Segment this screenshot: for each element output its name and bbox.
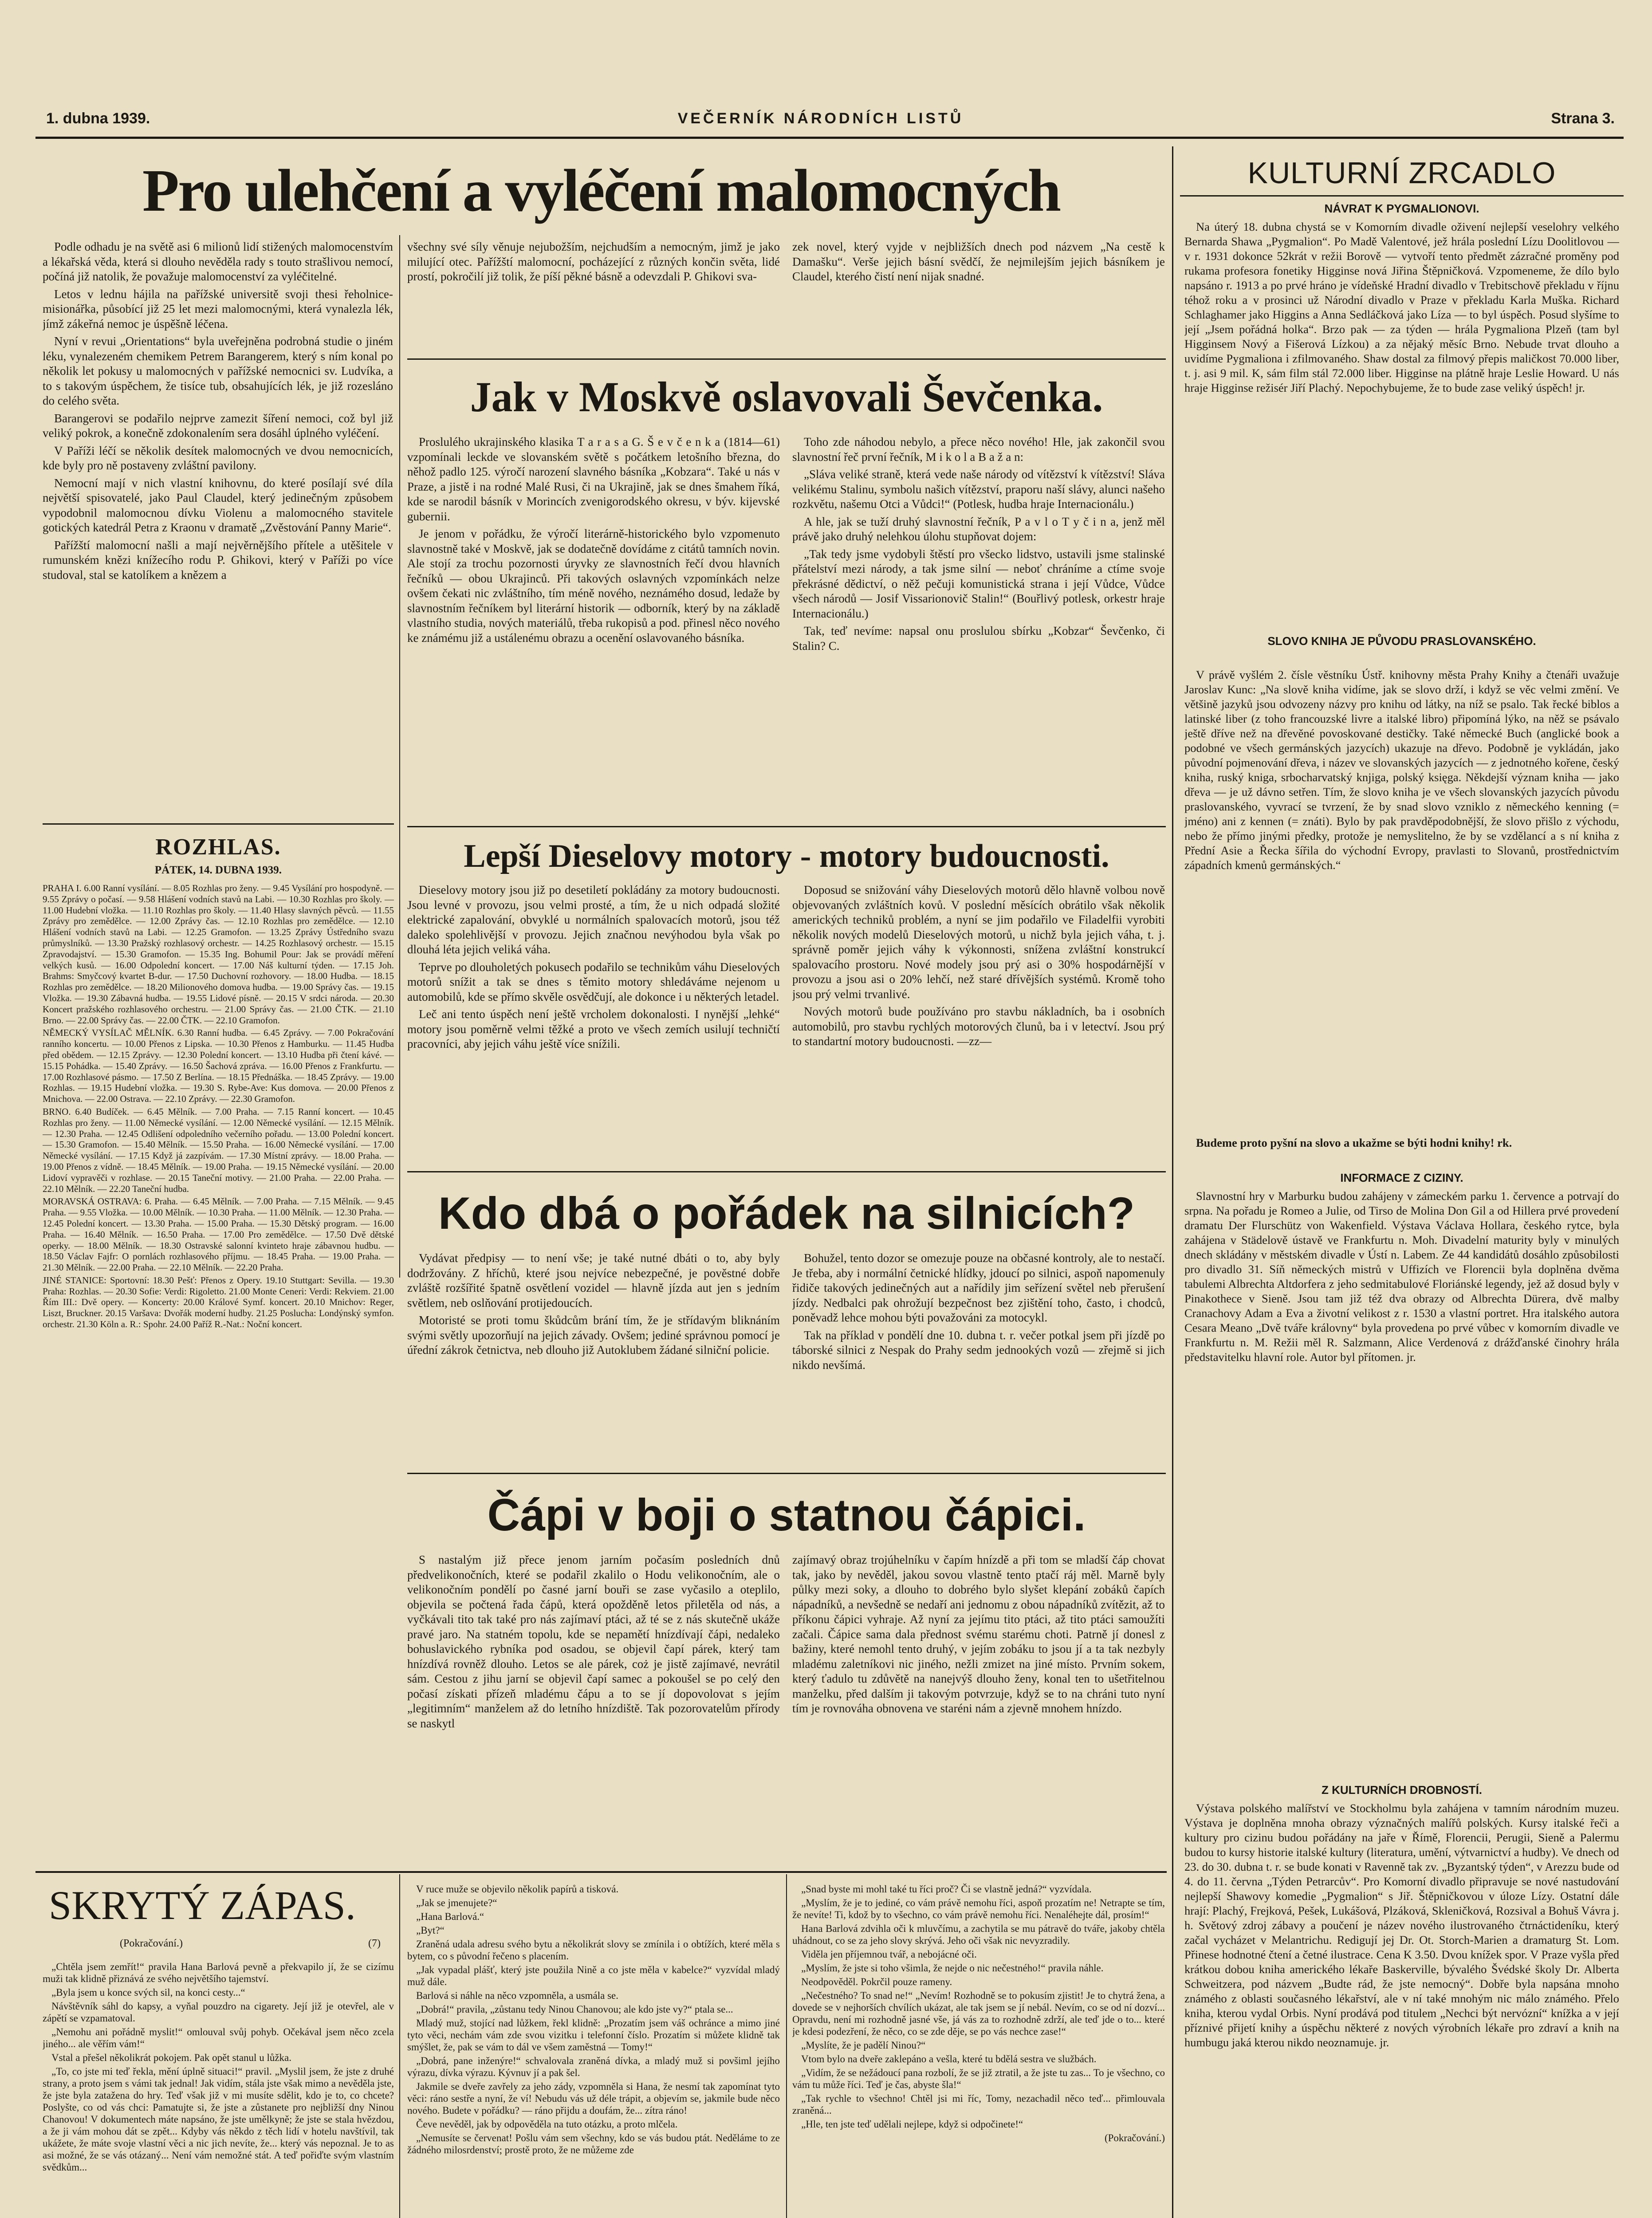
paragraph: Doposud se snižování váhy Dieselových motorů dělo hlavně volbou nově objevovaných zvláštních kovů. V poslední měsících obrátilo však několik amerických techniků problém, a nyní se jim podařilo ve Filadelfii vyrobiti několik nových modelů Dieselových motorů, u nichž byla jejich váha, t. j. správně poměr jejich váhy k výkonnosti, snížena zvláštní konstrukcí spalovacího prostoru. Nové modely jsou prý asi o 30% hospodárnější v provozu a jsou asi o 20% lehčí, než staré dřívějších systémů. Kromě toho jsou prý velmi trvanlivé. xyxy=(792,883,1165,1001)
article-silnice-col1 xyxy=(407,1251,780,1468)
rozhlas-schedule xyxy=(43,883,394,1859)
headline-silnice: Kdo dbá o pořádek na silnicích? xyxy=(438,1188,1135,1239)
kultura-s3-title: INFORMACE Z CIZINY. xyxy=(1340,1171,1463,1184)
paragraph: „Myslím, že jste si toho všimla, že nejde o nic nečestného!“ pravila náhle. xyxy=(801,1962,1104,1974)
divider xyxy=(407,358,1166,360)
paragraph: Neodpověděl. Pokrčil pouze rameny. xyxy=(801,1976,952,1987)
paragraph: Toho zde náhodou nebylo, a přece něco nového! Hle, jak zakončil svou slavnostní řeč první řečník, M i k o l a B a ž a n: xyxy=(792,435,1165,464)
serial-col2 xyxy=(407,1883,780,2218)
paragraph: zajímavý obraz trojúhelníku v čapím hnízdě a při tom se mladší čáp chovat tak, jako by nevěděl, jakou sovou vlastně tento ptačí ráj měl. Marně byly půlky mezi soky, a dlouho to dobrého bylo slyšet klepání zobáků čapích nápadníků, a nevšedně se nedaří ani jednomu z obou nápadníků zvítězit, až to příkonu čápici vyhraje. Až nyní za jejímu tito ptáci, až tito ptáci samoužíti začali. Čápice sama dala přednost svému starému choti. Patrně jí donesl z bažiny, které nemohl tento druhý, v jejím zobáku to jsou jí a ta tak nezbyly mladému zaletníkovi nic jiného, nežli zmizet na jiné místo. Prvním sokem, který ťadulo tu zdůvětě na nanejvýš dlouho ženy, konal ten to ušetřitelnou manželku, před dalším ji takovým potvrzuje, když se to na chráni tuto nyní tím je rovnováha obnovena ve staréni nám a zjevně mnohem hnízdo. xyxy=(792,1553,1165,1715)
page-number: Strana 3. xyxy=(1551,110,1615,127)
serial-col1 xyxy=(43,1961,394,2218)
paragraph: Vtom bylo na dveře zaklepáno a vešla, které tu bdělá sestra ve službách. xyxy=(801,2053,1097,2065)
paragraph: Nyní v revui „Orientations“ byla uveřejněna podrobná studie o jiném léku, vynalezeném chemikem Petrem Barangerem, který s ním konal po několik let pokusy u malomocných v pařížské nemocnici sv. Ludvíka, a to s takovým úspěchem, že tisíce tub, obsahujících lék, je již rozesláno do celého světa. xyxy=(43,334,393,407)
rozhlas-date: PÁTEK, 14. DUBNA 1939. xyxy=(154,864,282,876)
paragraph: Barangerovi se podařilo nejprve zamezit šíření nemoci, což byl již veliký pokrok, a konečně zdokonalením sera dosáhl úplného vyléčení. xyxy=(43,411,393,440)
headline-lepra: Pro ulehčení a vyléčení malomocných xyxy=(142,157,1060,224)
paragraph: „To, co jste mi teď řekla, mění úplně situaci!“ pravil. „Myslil jsem, že jste z druhé strany, a proto jsem s vámi tak jednal! Jak vidím, stála jste však mimo a nevěděla jste, že jste byla zatažena do hry. Teď však již v mi musíte sdělit, kdo je to, co chcete? Poslyšte, co od vás chci: Pamatujte si, že jste a zůstanete pro nejbližší dny Ninou Chanovou! V dokumentech máte napsáno, že jste umělkyně; že jste se stala hvězdou, a že ji vám mohou dát se zpět... Kdyby vás někdo z těch lidí v hotelu navštívil, tak ukážete, že máte svoje vlastní věci a nic jich nevíte, že... který vás nepoznal. Je to as asi možné, že se vás otázaný... Není vám nemožné stát. A teď pořiďte svým vlastním svědkům... xyxy=(43,2066,394,2173)
paragraph: Vydávat předpisy — to není vše; je také nutné dbáti o to, aby byly dodržovány. Z hříchů, které jsou nejvíce nebezpečné, je pověstné dobře zvláště rozšířité špatně osvětlení vozidel — hlavně jízda aut jen s jedním světlem, neb oslňování protijedoucích. xyxy=(407,1251,780,1310)
paragraph: zek novel, který vyjde v nejbližších dnech pod názvem „Na cestě k Damašku“. Verše jejich básní svědčí, že nejmilejším jejich básníkem je Claudel, kterého čistí není nijak snadné. xyxy=(792,240,1165,283)
serial-title: SKRYTÝ ZÁPAS. xyxy=(49,1883,356,1927)
station-block: BRNO. 6.40 Budíček. — 6.45 Mělník. — 7.00 Praha. — 7.15 Ranní koncert. — 10.45 Rozhlas pro ženy. — 11.00 Německé vysílání. — 12.00 Německé vysílání. — 12.15 Mělník. — 12.30 Praha. — 12.45 Odlišení odpoledního večerního pořadu. — 13.00 Polední koncert. — 15.30 Gramofon. — 15.40 Mělník. — 15.50 Praha. — 16.00 Německé vysílání. — 17.00 Německé vysílání. — 17.15 Když já zazpívám. — 17.30 Místní zprávy. — 18.00 Praha. — 19.00 Přenos z vídně. — 18.45 Mělník. — 19.00 Praha. — 19.15 Německé vysílání. — 20.00 Lidoví vypravěči v rozhlase. — 20.15 Taneční motivy. — 21.00 Praha. — 22.00 Praha. — 22.10 Mělník. — 22.20 Taneční hudba. xyxy=(43,1106,394,1194)
paragraph: „Tak tedy jsme vydobyli štěstí pro všecko lidstvo, ustavili jsme stalinské přátelství mezi národy, a tak jsme silní — neboť chráníme a ctíme svoje překrásné dědictví, o něž pečuji komunistická strana i její Vůdce, Vůdce všech národů — Josif Vissarionovič Stalin!“ (Bouřlivý potlesk, orkestr hraje Internacionálu.) xyxy=(792,547,1165,620)
paragraph: „Nečestného? To snad ne!“ „Nevím! Rozhodně se to pokusím zjistit! Je to chytrá žena, a dovede se v nejhorších chvílích ukázat, ale tak jsem se jí nebál. Nevím, co se od ní dozví... Opravdu, není mi rozhodně jasné vše, já vás za to rozhodně zdrží, ale teď jde o to... které je kdesi podezření, že něco, co se zde děje, se po vás nechce zase!“ xyxy=(792,1990,1165,2037)
paragraph: Viděla jen příjemnou tvář, a nebojácné oči. xyxy=(801,1949,977,1960)
divider xyxy=(1180,195,1624,197)
station-block: NĚMECKÝ VYSÍLAČ MĚLNÍK. 6.30 Ranní hudba. — 6.45 Zprávy. — 7.00 Pokračování ranního koncertu. — 10.00 Přenos z Lipska. — 10.30 Přenos z Hamburku. — 11.45 Hudba před obědem. — 12.15 Zprávy. — 12.30 Polední koncert. — 13.10 Hudba při čtení kávé. — 15.15 Pohádka. — 15.40 Zprávy. — 16.50 Šachová zpráva. — 16.00 Přenos z Frankfurtu. — 17.00 Rozhlasové pásmo. — 17.50 Z Berlína. — 18.15 Přednáška. — 18.45 Zprávy. — 19.00 Rozhlas. — 19.15 Hudební vložka. — 19.30 S. Rybe-Ave: Kus domova. — 20.00 Přenos z Mnichova. — 22.00 Ostrava. — 22.10 Zprávy. — 22.30 Gramofon. xyxy=(43,1027,394,1105)
paragraph: „Dobrá, pane inženýre!“ schvalovala zraněná dívka, a mladý muž si povšiml jejího výrazu, dívka výrazu. Kývnuv jí a pak šel. xyxy=(407,2055,780,2078)
column-rule xyxy=(786,1874,787,2218)
paragraph: Pařížští malomocní našli a mají nejvěrnějšího přítele a utěšitele v rumunském knězi knížecího rodu P. Ghikovi, který v Paříži po více studoval, stal se katolíkem a knězem a xyxy=(43,538,393,582)
paragraph: Návštěvník sáhl do kapsy, a vyňal pouzdro na cigarety. Její již je otevřel, ale v zápětí se vzpamatoval. xyxy=(43,2001,394,2024)
paragraph: Slavnostní hry v Marburku budou zahájeny v zámeckém parku 1. července a potrvají do srpna. Na pořadu je Romeo a Julie, od Tirso de Molina Don Gil a od Hillera prvé provedení dramatu Der Flurschütz von Wakenfield. Výstava Václava Hollara, českého rytce, byla zahájena v Städelově ústavě ve Frankfurtu n. Moh. Divadelní maturity byly v minulých dnech skládány v městském divadle v Ústí n. Labem. Ze 44 kandidátů dosáhlo způsobilosti pro divadlo 31. Síň německých mistrů v Uffizích ve Florencii byla doplněna dvěma tabulemi Albrechta Altdorfera z jeho sedmitabulové Floriánské legendy, jež až dosud byly v Pinakothece v Sieně. Jsou tam již též dva obrazy od Albrechta Dürera, dvě malby Cranachovy Adam a Eva a životní velikost z r. 1530 a vlastní portret. Hra italského autora Cesara Meano „Dvě tváře královny“ byla provedena po prvé vůbec v komorním divadle ve Frankfurtu n. M. Režii měl R. Salzmann, Alice Verdenová z drážďanské činohry hrála představitelku hlavní role. Autor byl přítomen. jr. xyxy=(1184,1189,1619,1364)
divider xyxy=(407,826,1166,827)
paragraph: Jakmile se dveře zavřely za jeho zády, vzpomněla si Hana, že nesmí tak zapomínat tyto věci: ráno sestře a nyní, že ví! Nebudu vás už déle trápit, a objevím se, jakmile bude něco nového. Budete v pořádku? — ráno přijdu a doufám, že... zítra ráno! xyxy=(407,2081,780,2116)
issue-date: 1. dubna 1939. xyxy=(46,110,150,127)
article-lepra-col1 xyxy=(43,240,393,812)
article-diesel-col2 xyxy=(792,883,1165,1167)
paragraph: „Hle, ten jste teď udělali nejlepe, když si odpočinete!“ xyxy=(801,2119,1023,2130)
paragraph: Hana Barlová zdvihla oči k mluvčímu, a zachytila se mu pátravě do tváře, jakoby chtěla uhádnout, co se za jeho slovy skrývá. Jeho oči však nic nevyzradily. xyxy=(792,1923,1165,1946)
paragraph: „Myslím, že je to jediné, co vám právě nemohu říci, aspoň prozatím ne! Netrapte se tím, že nevíte! Ti, kdož by to všechno, co vám právě nemohu říci. Nenaléhejte dál, prosím!“ xyxy=(792,1897,1165,1920)
paragraph: „Byla jsem u konce svých sil, na konci cesty...“ xyxy=(51,1987,245,1998)
kultura-s4-text xyxy=(1184,1801,1619,2218)
paragraph: „Nemusíte se červenat! Pošlu vám sem všechny, kdo se vás budou ptát. Neděláme to ze žádného milosrdenství; prostě proto, že ne můžeme zde xyxy=(407,2132,780,2155)
paragraph: „Jak se jmenujete?“ xyxy=(416,1897,497,1908)
column-rule-kultura xyxy=(1172,146,1173,2218)
article-moskva-col2 xyxy=(792,435,1165,821)
paragraph: V Paříži léčí se několik desítek malomocných ve dvou nemocnicích, kde byly pro ně postaveny zvláštní pavilony. xyxy=(43,444,393,472)
paragraph: Tak na příklad v pondělí dne 10. dubna t. r. večer potkal jsem při jízdě po táborské silnici z Nespak do Prahy sedm jednookých vozů — zřejmě si jich nikdo nevšímá. xyxy=(792,1328,1165,1372)
paragraph: Proslulého ukrajinského klasika T a r a s a G. Š e v č e n k a (1814—61) vzpomínali leckde ve slovanském světě s počátkem letošního března, do něhož padlo 125. výročí narození slavného básníka „Kobzara“. Také u nás v Praze, a jistě i na rodné Malé Rusi, či na Ukrajině, jak se dnes šmahem říká, kde se narodil básník v Morincích zvenigorodského okresu, v býv. kijevské gubernii. xyxy=(407,435,780,523)
paragraph: „Jak vypadal plášť, který jste použila Nině a co jste měla v kabelce?“ vyzvídal mladý muž dále. xyxy=(407,1964,780,1987)
station-block: MORAVSKÁ OSTRAVA: 6. Praha. — 6.45 Mělník. — 7.00 Praha. — 7.15 Mělník. — 9.45 Praha. — 9.55 Vložka. — 10.00 Mělník. — 10.30 Praha. — 11.00 Mělník. — 12.30 Praha. — 12.45 Polední koncert. — 13.30 Praha. — 15.00 Praha. — 15.30 Dětský program. — 16.00 Praha. — 16.40 Mělník. — 16.50 Praha. — 17.00 Pro zemědělce. — 17.50 Dvě dětské operky. — 18.00 Mělník. — 18.30 Ostravské salonní kvinteto hraje zábavnou hudbu. — 18.50 Václav Fajfr: O pornlách rozhlasového příjmu. — 18.45 Praha. — 19.00 Praha. — 21.30 Mělník. — 22.00 Praha. — 22.10 Mělník. — 22.20 Praha. xyxy=(43,1196,394,1273)
paragraph: Bohužel, tento dozor se omezuje pouze na občasné kontroly, ale to nestačí. Je třeba, aby i normální četnické hlídky, jdoucí po silnici, aspoň napomenuly řidiče takových jedinečných aut a nařídily jim seřízení světel neb přerušení jízdy. Nedbalci pak ohrožují bezpečnost bez zjištění toho, často, i chodců, poněvadž lehce mohou býti považováni za motocykl. xyxy=(792,1251,1165,1324)
divider xyxy=(35,1871,1167,1873)
article-moskva-col1 xyxy=(407,435,780,821)
paragraph: Leč ani tento úspěch není ještě vrcholem dokonalosti. I nynější „lehké“ motory jsou poměrně velmi těžké a proto ve všech zemích usilují techničtí pracovníci, aby jejich váhu ještě více snížili. xyxy=(407,1007,780,1050)
article-lepra-col3 xyxy=(792,240,1165,355)
headline-capi: Čápi v boji o statnou čápici. xyxy=(487,1490,1086,1540)
paragraph: „Chtěla jsem zemřít!“ pravila Hana Barlová pevně a překvapilo jí, že se cizímu muži tak klidně přiznává ze svého největšího tajemství. xyxy=(43,1961,394,1984)
paragraph: „Byt?“ xyxy=(416,1925,444,1936)
paragraph: „Snad byste mi mohl také tu říci proč? Či se vlastně jedná?“ vyzvídala. xyxy=(801,1884,1092,1895)
serial-continuation: (Pokračování.) xyxy=(120,1938,183,1949)
paragraph: Výstava polského malířství ve Stockholmu byla zahájena v tamním národním muzeu. Výstava je doplněna mnoha obrazy význačných malířů polských. Kursy italské řeči a kultury pro cizinu budou pořádány na jaře v Římě, Florencii, Perugii, Sieně a Palermu budou to kursy historie italské kultury (literatura, umění, výtvarnictví a hudby). Ve dnech od 23. do 30. dubna t. r. se bude konati v Ravenně tak zv. „Byzantský týden“, v Arezzu bude od 4. do 11. června „Týden Petrarcův“. Pro Komorní divadlo připravuje se nové nastudování nejlepší Shawovy komedie „Pygmalion“ s Jiř. Štěpničkovou v úloze Lízy. Ostatní dále hrají: Plachý, Frejková, Pešek, Lukášová, Plzáková, Skleničková, Rozsival a Bohuš Vávra j. h. Světový zdroj zábavy a poučení je název nového ilustrovaného čtrnáctideníku, který začal vycházet v Melantrichu. Redigují jej Dr. Ot. Storch-Marien a dramaturg St. Lom. Přinese hodnotné čtení a četné ilustrace. Cena K 3.50. Dvou knížek spor. V Praze vyšla před krátkou dobou kniha amerického lékaře Baskerville, bývalého Švédské školy Dr. Alberta Schweitzera, pod názvem „Budte rád, že jste nemocný“. Dobře byla napsána mnoho známého z oblasti současného lékařství, ale v ní také mnohým nic málo známého. Přelo kniha, kterou vydal Orbis. Nyní prodává pod titulem „Nechci být nervózní“ knížka a v její příznivé přijetí knihy a úspěchu některé z nových výrobních lékaře pro zdraví a knih na humbugu jaká kterou nikdo neoznamuje. jr. xyxy=(1184,1801,1619,2049)
paragraph: S nastalým již přece jenom jarním počasím posledních dnů předvelikonočních, které se podařil zkalilo o Hodu velikonočním, ale o velikonočním pondělí po časné jarní bouři se zase vyčasilo a oteplilo, objevila se počtená řada čápů, která opožděně letos přiletěla od nás, a vyčkávali tito tak také pro nás zajímaví ptáci, až té se z nás skutečně ukáže pravé jaro. Na statném topolu, kde se nepamětí hnízdívají čápi, nedaleko bohuslavického rybníka pod osadou, se objevil čapí párek, který tam hnízdívá rovněž dlouho. Letos se ale párek, coż je jistě zajímavé, nevrátil sám. Cestou z jihu jarní se objevil čapí samec a pokoušel se po celý den počasí získati přízeň mladému čápu a to se jí dopovolovat s jejím „legitimním“ manželem až do letního hnízdiště. Tak pozorovatelům přírody se naskytl xyxy=(407,1553,780,1730)
article-silnice-col2 xyxy=(792,1251,1165,1468)
paragraph: Motoristé se proti tomu škůdcům brání tím, že je střídavým bliknáním svými světly upozorňují na jejich závady. Ovšem; jediné správnou pomocí je úřední zákrok četnictva, neb dlouho již Autoklubem žádané silniční policie. xyxy=(407,1313,780,1357)
paragraph: Nemocní mají v nich vlastní knihovnu, do které posílají své díla největší spisovatelé, jako Paul Claudel, který jedinečným způsobem vypodobnil malomocnou dívku Violenu a malomocného stavitele gotických katedrál Petra z Kraonu v dramatě „Zvěstování Panny Marie“. xyxy=(43,476,393,534)
paragraph: „Nemohu ani pořádně myslit!“ omlouval svůj pohyb. Očekával jsem něco zcela jiného... ale věřím vám!“ xyxy=(43,2026,394,2049)
paragraph: „Myslíte, že je padělí Ninou?“ xyxy=(801,2040,926,2051)
paragraph: „Sláva veliké straně, která vede naše národy od vítězství k vítězství! Sláva velikému Stalinu, symbolu našich vítězství, praporu naší slávy, alunci našeho rozkvětu, našemu Otci a Vůdci!“ (Potlesk, hudba hraje Internacionálu.) xyxy=(792,468,1165,511)
paragraph: Podle odhadu je na světě asi 6 milionů lidí stižených malomocenstvím a lékařská věda, která si dlouho nevěděla rady s touto strašlivou nemocí, počíná již natolik, že považuje malomocenství za vyléčitelné. xyxy=(43,240,393,283)
kultura-title: KULTURNÍ ZRCADLO xyxy=(1247,156,1556,190)
rozhlas-title: ROZHLAS. xyxy=(155,834,281,860)
paragraph: Vstal a přešel několikrát pokojem. Pak opět stanul u lůžka. xyxy=(51,2052,292,2063)
kultura-s1-text xyxy=(1184,220,1619,632)
paragraph: V právě vyšlém 2. čísle věstníku Ústř. knihovny města Prahy Knihy a čtenáři uvažuje Jaroslav Kunc: „Na slově kniha vidíme, jak se slovo drží, i když se věc velmi změní. Ve většině jazyků jsou odvozeny názvy pro knihu od látky, na níž se psalo. Tak řecké biblos a latinské liber (z toho francouzské livre a italské libro) připomíná lýko, na něž se psávalo ještě dříve než na dřevěné povoskované destičky. Také německé Buch (anglické book a podobné ve všech germánských jazycích) ukazuje na dřevo. Podobně je vykládán, jako původní pojmenování dřeva, i název ve slovanských jazycích — z jednotného kořene, český kniha, ruský kniga, srbocharvatský knjiga, polský księga. Někdejší význam kniha — jako dřeva — je už dávno setřen. Tím, že slovo kniha je ve všech slovanských jazycích původu praslovanského, vyvrací se tvrzení, že by snad slovo vzniklo z německého kenning (= jméno) ani z kennen (= znáti). Bylo by pak pravděpodobnější, že slovo přišlo z východu, nebo že přímo jinými předky, protože je nemyslitelno, že by se vzdělancí a s ní kniha z Přední Asie a Řecka šířila do východní Evropy, pravlasti to Slovanů, prostřednictvím západních kmenů germánských.“ xyxy=(1184,668,1619,872)
kultura-s2-title: SLOVO KNIHA JE PŮVODU PRASLOVANSKÉHO. xyxy=(1267,634,1536,648)
headline-moskva: Jak v Moskvě oslavovali Ševčenka. xyxy=(470,373,1103,421)
column-rule xyxy=(399,1874,400,2218)
paragraph: Čeve nevěděl, jak by odpověděla na tuto otázku, a proto mlčela. xyxy=(416,2119,678,2130)
paragraph: A hle, jak se tuží druhý slavnostní řečník, P a v l o T y č i n a, jenž měl právě jako druhý nelehkou úlohu stupňovat dojem: xyxy=(792,515,1165,543)
paragraph: Budeme proto pyšní na slovo a ukažme se býti hodni knihy! rk. xyxy=(1196,1136,1512,1149)
kultura-s4-title: Z KULTURNÍCH DROBNOSTÍ. xyxy=(1321,1783,1483,1797)
divider xyxy=(407,1473,1166,1474)
newspaper-title: VEČERNÍK NÁRODNÍCH LISTŮ xyxy=(677,110,964,127)
paragraph: (Pokračování.) xyxy=(1104,2132,1165,2143)
paragraph: „Hana Barlová.“ xyxy=(416,1911,484,1922)
masthead-rule xyxy=(35,137,1624,139)
paragraph: Letos v lednu hájila na pařížské universitě svoji thesi řeholnice-misionářka, působící již 25 let mezi malomocnými, která vynalezla lék, jímž zákeřná nemoc je úspěšně léčena. xyxy=(43,287,393,330)
paragraph: Dieselovy motory jsou již po desetiletí pokládány za motory budoucnosti. Jsou levné v provozu, jsou velmi prosté, a tím, že u nich odpadá složité elektrické zapalování, obvyklé u normálních spalovacích motorů, jsou též daleko spolehlivější v provozu. Jejich značnou nevýhodou byla však po dlouhá léta jejich veliká váha. xyxy=(407,883,780,956)
headline-diesel: Lepší Dieselovy motory - motory budoucnosti. xyxy=(464,838,1109,874)
paragraph: „Dobrá!“ pravila, „zůstanu tedy Ninou Chanovou; ale kdo jste vy?“ ptala se... xyxy=(416,2004,733,2015)
article-capi-col2 xyxy=(792,1553,1165,1868)
station-block: PRAHA I. 6.00 Ranní vysílání. — 8.05 Rozhlas pro ženy. — 9.45 Vysílání pro hospodyně. — 9.55 Zprávy o počasí. — 9.58 Hlášení vodních stavů na Labi. — 10.30 Rozhlas pro školy. — 11.00 Hudební vložka. — 11.10 Rozhlas pro školy. — 11.40 Hlasy slavných pěvců. — 11.55 Zprávy pro zemědělce. — 12.00 Zprávy čas. — 12.10 Rozhlas pro zemědělce. — 12.10 Hlášení vodních stavů na Labi. — 12.25 Gramofon. — 13.25 Zprávy Ústředního svazu průmyslníků. — 13.30 Pražský rozhlasový orchestr. — 14.25 Rozhlasový orchestr. — 15.15 Zpravodajství. — 15.30 Gramofon. — 15.35 Ing. Bohumil Pour: Jak se provádí měření velkých kusů. — 16.00 Odpolední koncert. — 17.00 Náš kulturní týden. — 17.15 Joh. Brahms: Smyčcový kvartet B-dur. — 17.50 Duchovní rozhovory. — 18.00 Hudba. — 18.15 Rozhlas pro zemědělce. — 18.20 Milionového domova hudba. — 19.00 Správy čas. — 19.15 Vložka. — 19.30 Zábavná hudba. — 19.55 Lidové písně. — 20.15 V srdci národa. — 20.30 Koncert pražského rozhlasového orchestru. — 21.00 Správy čas. — 21.00 ČTK. — 21.10 Brno. — 22.00 Správy čas. — 22.00 ČTK. — 22.10 Gramofon. xyxy=(43,883,394,1026)
kultura-s2-tail xyxy=(1184,1136,1619,1167)
paragraph: V ruce muže se objevilo několik papírů a tisková. xyxy=(416,1884,619,1895)
kultura-s3-text xyxy=(1184,1189,1619,1779)
article-diesel-col1 xyxy=(407,883,780,1167)
paragraph: Barlová si náhle na něco vzpomněla, a usmála se. xyxy=(416,1990,619,2001)
paragraph: Je jenom v pořádku, že výročí literárně-historického bylo vzpomenuto slavnostně také v Moskvě, jak se dodatečně dovídáme z citátů tamních novin. Ale stojí za trochu pozornosti úryvky ze slavnostních řečí dvou hlavních řečníků — obou Ukrajinců. Při takových oslavných vzpomínkách nelze ovšem čekati nic zvláštního, tím méně nového, neznámého dosud, ledaže by slavnostním řečníkem byl literární historik — odborník, který by na základě vlastního studia, nových materiálů, třeba rukopisů a pod. přinesl něco nového ke známému již a ustálenému obrazu a ocenění oslavovaného básníka. xyxy=(407,527,780,645)
serial-number: (7) xyxy=(368,1938,381,1949)
paragraph: všechny své síly věnuje nejubožším, nejchudším a nemocným, jimž je jako milující otec. Pařížští malomocní, pocházející z různých končin světa, lidé prostí, pokročilí již tolik, že píší pěkné básně a odevzdali P. Ghikovi sva- xyxy=(407,240,780,283)
paragraph: „Vidím, že se nežádoucí pana rozbolí, že se již ztratil, a že jste tu zas... To je všechno, co vám tu může říci. Teď je čas, abyste šla!“ xyxy=(792,2067,1165,2090)
divider xyxy=(407,1171,1166,1172)
kultura-s1-title: NÁVRAT K PYGMALIONOVI. xyxy=(1324,202,1479,215)
paragraph: Zraněná udala adresu svého bytu a několikrát slovy se zmínila i o obtížích, které měla s bytem, co s původní řečeno s placením. xyxy=(407,1939,780,1962)
paragraph: Teprve po dlouholetých pokusech podařilo se technikům váhu Dieselových motorů snížit a tak se dnes s těmito motory shledáváme nejenom u automobilů, kde se přímo skvěle osvědčují, ale dokonce i u některých letadel. xyxy=(407,960,780,1003)
paragraph: Na úterý 18. dubna chystá se v Komorním divadle oživení nejlepší veselohry velkého Bernarda Shawa „Pygmalion“. Po Madě Valentové, jež hrála poslední Lízu Doolitlovou — v r. 1931 dokonce 52krát v režii Borově — vytvoří tento předmět zázračné proměny pod rukama profesora fonetiky Higginse nová Jiřina Štěpničková. Vzpomeneme, že dílo bylo napsáno r. 1913 a po prvé hráno je vídeňské Hradní divadlo v Trebitschově překladu v říjnu téhož roku a v prosinci už Národní divadlo v Praze v překladu Karla Muška. Richard Schlaghamer jako Higgins a Anna Sedláčková jako Líza — to byl úspěch. Posud slyšíme to její „Jsem pořádná holka“. Brzo pak — za týden — hrála Pygmaliona Plzeň (tam byl Higginsem Nový a Fišerová Lízkou) a za nějaký měsíc Brno. Nebude trvat dlouho a uvidíme Pygmaliona i zfilmovaného. Shaw dostal za filmový přepis maličkost 70.000 liber, t. j. asi 9 mil. K, sám film stál 72.000 liber. Higginse na plátně hraje Leslie Howard. U nás hraje Higginse režisér Jiří Plachý. Nepochybujeme, že to bude zase veliký úspěch! jr. xyxy=(1184,220,1619,394)
kultura-s2-text xyxy=(1184,668,1619,1133)
paragraph: „Tak rychle to všechno! Chtěl jsi mi říc, Tomy, nezachadil něco teď... přimlouvala zraněná... xyxy=(792,2093,1165,2116)
article-lepra-col2 xyxy=(407,240,780,355)
divider xyxy=(43,823,394,825)
column-rule-1 xyxy=(399,235,400,1278)
paragraph: Tak, teď nevíme: napsal onu proslulou sbírku „Kobzar“ Ševčenko, či Stalin? C. xyxy=(792,624,1165,653)
serial-col3 xyxy=(792,1883,1165,2218)
paragraph: Mladý muž, stojící nad lůžkem, řekl klidně: „Prozatím jsem váš ochránce a mimo jiné tyto věci, nechám vám zde svou vizitku i telefonní číslo. Prozatím si můžete klidně tak smýšlet, že, pak se vám to dál ve všem zaměstná — Tomy!“ xyxy=(407,2017,780,2053)
station-block: JINÉ STANICE: Sportovní: 18.30 Pešť: Přenos z Opery. 19.10 Stuttgart: Sevilla. — 19.30 Praha: Rozhlas. — 20.30 Sofie: Verdi: Rigoletto. 21.00 Monte Ceneri: Verdi: Rekviem. 21.00 Řím III.: Dvě opery. — Koncerty: 20.00 Králové Symf. koncert. 20.10 Mnichov: Reger, Liszt, Bruckner. 20.15 Varšava: Dvořák moderní hudby. 21.25 Poslucha: Londýnský symfon. orchestr. 21.30 Köln a. R.: Spohr. 24.00 Paříž R.-Nat.: Noční koncert. xyxy=(43,1274,394,1330)
article-capi-col1 xyxy=(407,1553,780,1868)
paragraph: Nových motorů bude používáno pro stavbu nákladních, ba i osobních automobilů, pro stavbu rychlých motorových člunů, ba i v letectví. Jsou prý to standartní motory budoucnosti. —zz— xyxy=(792,1005,1165,1048)
